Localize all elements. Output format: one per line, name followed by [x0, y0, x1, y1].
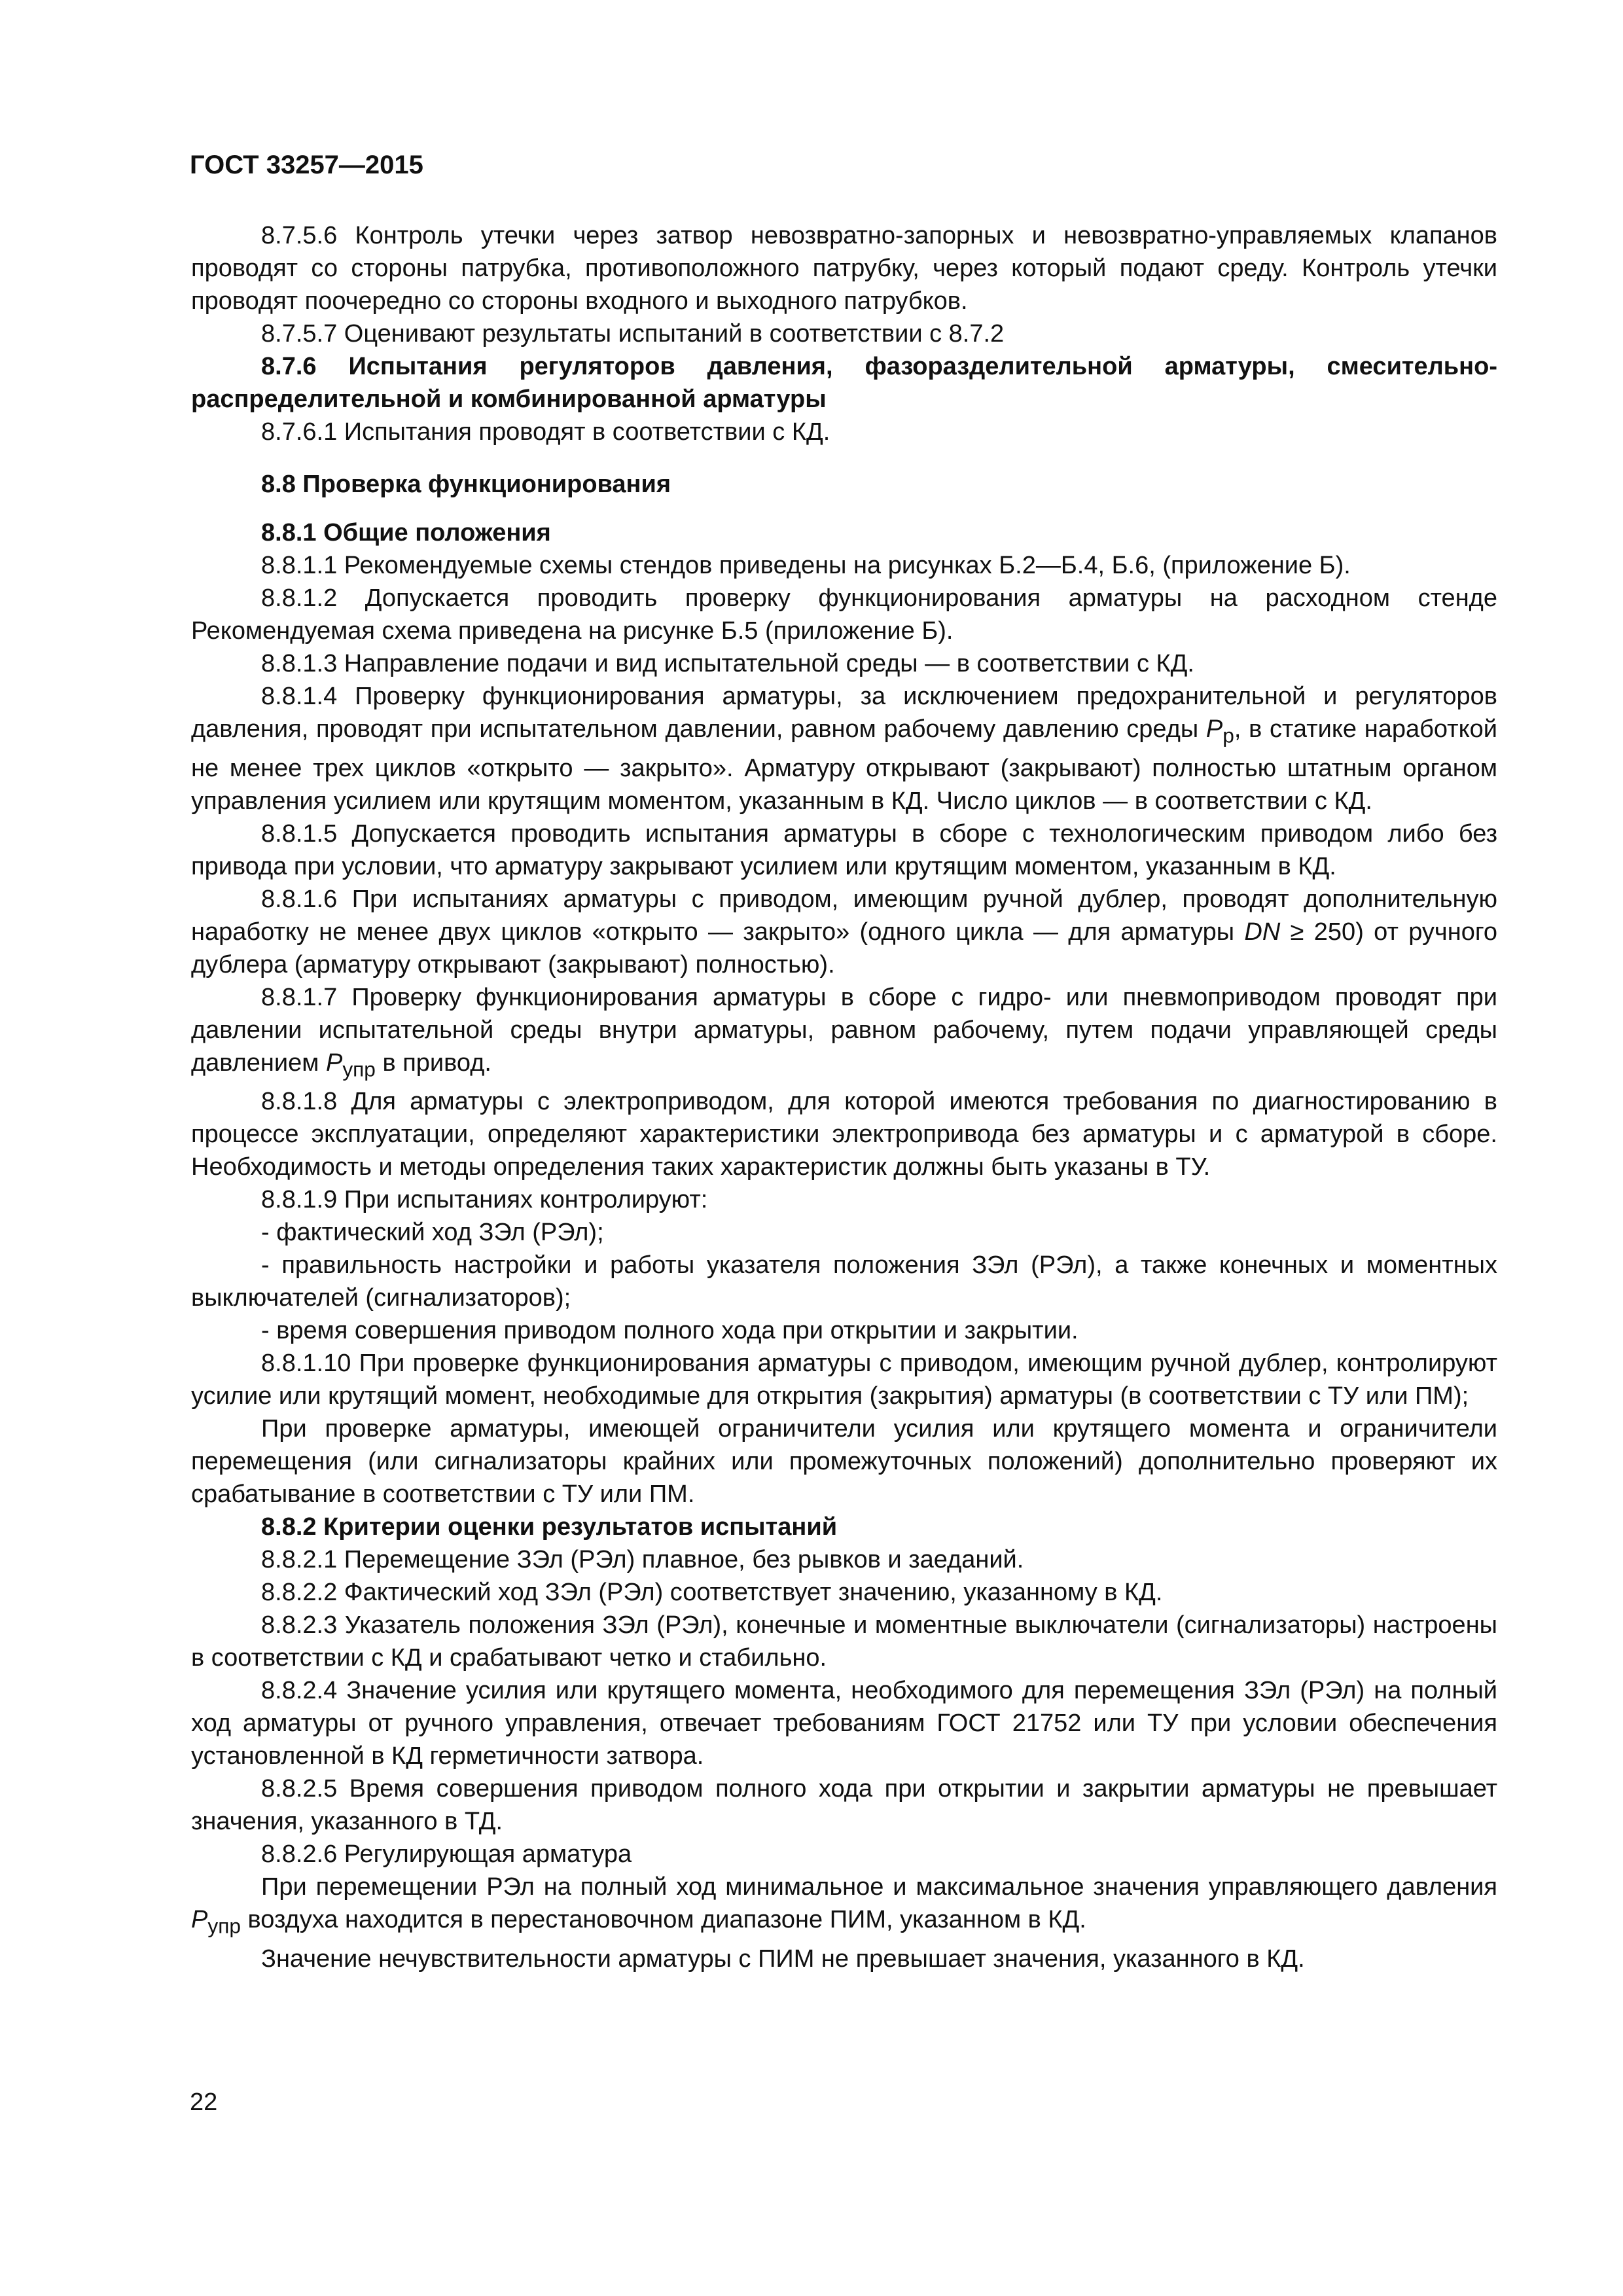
paragraph-limiters: При проверке арматуры, имеющей ограничители усилия или крутящего момента и ограничители перемещения (или сигнализаторы крайних или промежуточных положений) дополнительно проверяют их срабатывание в соответствии с ТУ или ПМ. — [191, 1415, 1497, 1509]
document-designation: ГОСТ 33257—2015 — [190, 151, 423, 179]
paragraph-8-8-1-8: 8.8.1.8 Для арматуры с электроприводом, для которой имеются требования по диагностированию в процессе эксплуатации, определяют характеристики электропривода без арматуры и с арматурой в сборе. Необходимость и методы определения таких характеристик должны быть указаны в ТУ. — [191, 1088, 1497, 1181]
paragraph-text: воздуха находится в перестановочном диапазоне ПИМ, указанном в КД. — [240, 1906, 1086, 1934]
page-body — [191, 219, 1497, 1975]
subsection-heading-8-8-2: 8.8.2 Критерии оценки результатов испытаний — [261, 1513, 838, 1541]
paragraph-text: При перемещении РЭл на полный ход минимальное и максимальное значения управляющего давления — [261, 1873, 1497, 1901]
paragraph-8-8-1-6 — [191, 883, 1497, 981]
symbol-p: P — [325, 1049, 343, 1077]
heading-8-7-6: 8.7.6 Испытания регуляторов давления, фазоразделительной арматуры, смесительно-распределительной и комбинированной арматуры — [191, 353, 1497, 413]
paragraph-8-8-2-2: 8.8.2.2 Фактический ход ЗЭл (РЭл) соответствует значению, указанному в КД. — [261, 1579, 1163, 1607]
symbol-subscript: р — [1222, 723, 1234, 747]
paragraph-text: 8.8.1.6 При испытаниях арматуры с приводом, имеющим ручной дублер, проводят дополнительную наработку не менее двух циклов «открыто — закрыто» (одного цикла — для арматуры — [191, 885, 1497, 946]
paragraph-8-7-6-1: 8.7.6.1 Испытания проводят в соответствии с КД. — [261, 418, 830, 446]
symbol-subscript: упр — [342, 1057, 376, 1081]
page-number: 22 — [190, 2089, 218, 2116]
paragraph-8-8-2-4: 8.8.2.4 Значение усилия или крутящего момента, необходимого для перемещения ЗЭл (РЭл) на полный ход арматуры от ручного управления, отвечает требованиям ГОСТ 21752 или ТУ при условии обеспечения установленной в КД герметичности затвора. — [191, 1677, 1497, 1770]
paragraph-text: в привод. — [375, 1049, 491, 1077]
paragraph-insensitivity: Значение нечувствительности арматуры с ПИМ не превышает значения, указанного в КД. — [261, 1945, 1305, 1973]
paragraph-8-8-1-5: 8.8.1.5 Допускается проводить испытания арматуры в сборе с технологическим приводом либо без привода при условии, что арматуру закрывают усилием или крутящим моментом, указанным в КД. — [191, 819, 1497, 880]
paragraph-8-8-1-10: 8.8.1.10 При проверке функционирования арматуры с приводом, имеющим ручной дублер, контролируют усилие или крутящий момент, необходимые для открытия (закрытия) арматуры (в соответствии с ТУ или ПМ); — [191, 1350, 1497, 1410]
paragraph-8-8-1-2: 8.8.1.2 Допускается проводить проверку функционирования арматуры на расходном стенде Рекомендуемая схема приведена на рисунке Б.5 (приложение Б). — [191, 584, 1497, 645]
section-heading-8-8: 8.8 Проверка функционирования — [261, 471, 671, 498]
symbol-dn: DN — [1244, 918, 1281, 946]
paragraph-text: 8.8.1.7 Проверку функционирования арматуры в сборе с гидро- или пневмоприводом проводят при давлении испытательной среды внутри арматуры, равном рабочему, путем подачи управляющей среды давлением — [191, 983, 1497, 1077]
paragraph-8-7-5-7: 8.7.5.7 Оценивают результаты испытаний в соответствии с 8.7.2 — [261, 320, 1005, 348]
symbol-subscript: упр — [207, 1914, 241, 1938]
paragraph-text: , в статике наработкой не менее трех циклов «открыто — закрыто». Арматуру открывают (закрывают) полностью штатным органом управления усилием или крутящим моментом, указанным в КД. Число циклов — в соответствии с КД. — [191, 715, 1497, 815]
paragraph-8-7-5-6: 8.7.5.6 Контроль утечки через затвор невозвратно-запорных и невозвратно-управляемых клапанов проводят со стороны патрубка, противоположного патрубку, через который подают среду. Контроль утечки проводят поочередно со стороны входного и выходного патрубков. — [191, 222, 1497, 315]
paragraph-8-8-1-1: 8.8.1.1 Рекомендуемые схемы стендов приведены на рисунках Б.2—Б.4, Б.6, (приложение Б). — [261, 552, 1351, 579]
paragraph-8-8-1-4 — [191, 680, 1497, 817]
list-item: - время совершения приводом полного хода при открытии и закрытии. — [261, 1317, 1079, 1345]
paragraph-8-8-1-7 — [191, 981, 1497, 1086]
symbol-p: P — [191, 1906, 208, 1934]
paragraph-control-pressure — [191, 1871, 1497, 1943]
list-item: - фактический ход ЗЭл (РЭл); — [261, 1219, 604, 1247]
paragraph-8-8-2-1: 8.8.2.1 Перемещение ЗЭл (РЭл) плавное, без рывков и заеданий. — [261, 1546, 1024, 1574]
subsection-heading-8-8-1: 8.8.1 Общие положения — [261, 519, 551, 547]
paragraph-8-8-2-6: 8.8.2.6 Регулирующая арматура — [261, 1840, 632, 1869]
paragraph-8-8-1-3: 8.8.1.3 Направление подачи и вид испытательной среды — в соответствии с КД. — [261, 650, 1194, 677]
paragraph-8-8-1-9: 8.8.1.9 При испытаниях контролируют: — [261, 1186, 708, 1214]
list-item: - правильность настройки и работы указателя положения ЗЭл (РЭл), а также конечных и моментных выключателей (сигнализаторов); — [191, 1251, 1497, 1312]
paragraph-text: 8.8.1.4 Проверку функционирования арматуры, за исключением предохранительной и регуляторов давления, проводят при испытательном давлении, равном рабочему давлению среды — [191, 683, 1497, 743]
paragraph-text: ≥ 250) от ручного дублера (арматуру открывают (закрывают) полностью). — [191, 918, 1497, 978]
paragraph-8-8-2-3: 8.8.2.3 Указатель положения ЗЭл (РЭл), конечные и моментные выключатели (сигнализаторы) настроены в соответствии с КД и срабатывают четко и стабильно. — [191, 1611, 1497, 1672]
symbol-p: P — [1205, 715, 1223, 743]
paragraph-8-8-2-5: 8.8.2.5 Время совершения приводом полного хода при открытии и закрытии арматуры не превышает значения, указанного в ТД. — [191, 1775, 1497, 1836]
